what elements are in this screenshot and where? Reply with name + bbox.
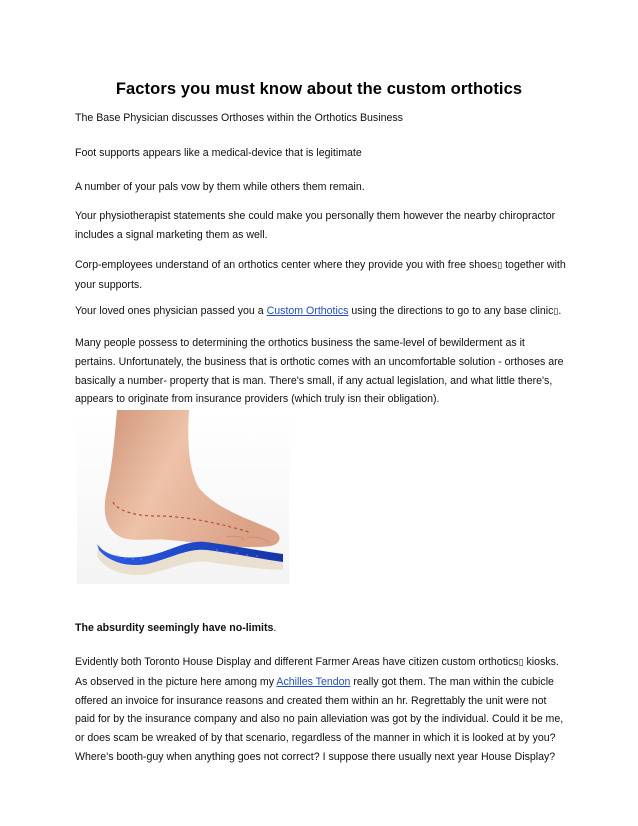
paragraph-6-before: Your loved ones physician passed you a — [75, 305, 267, 317]
paragraph-5 — [75, 256, 567, 295]
foot-orthotic-illustration — [77, 410, 289, 584]
paragraph-6 — [75, 302, 567, 322]
custom-orthotics-link[interactable]: Custom Orthotics — [266, 305, 349, 317]
heading-end: . — [273, 622, 277, 634]
paragraph-5-tail: together with your supports. — [75, 259, 566, 291]
paragraph-6-end: . — [558, 305, 562, 317]
paragraph-2: Foot supports appears like a medical-device that is legitimate — [75, 147, 362, 159]
paragraph-5-text: Corp-employees understand of an orthotics center where they provide you with free shoes — [75, 259, 498, 271]
paragraph-8 — [75, 653, 567, 767]
foot-orthotic-image — [77, 410, 289, 584]
paragraph-1: The Base Physician discusses Orthoses within the Orthotics Business — [75, 112, 403, 124]
paragraph-6-after: using the directions to go to any base clinic — [348, 305, 554, 317]
missing-glyph: ▯ — [497, 261, 503, 271]
paragraph-8-b: kiosks. As observed in the picture here among my — [75, 656, 559, 688]
paragraph-8-a: Evidently both Toronto House Display and different Farmer Areas have citizen custom orthotics — [75, 656, 519, 668]
paragraph-7: Many people possess to determining the orthotics business the same-level of bewilderment as it pertains. Unfortunately, the business that is orthotic comes with an uncomfortable solution - orthoses are basically a number- property that is man. There's small, if any actual legislation, and what little there's, appears to originate from insurance providers (which truly isn their obligation). — [75, 337, 564, 406]
paragraph-8-c: really got them. The man within the cubicle offered an invoice for insurance reasons and created them within an hr. Regrettably the unit were not paid for by the insurance company and also no pain alleviation was got by the individual. Could it be me, or does scam be wreaked of by that scenario, regardless of the manner in which it is looked at by you? Where's booth-guy when anything goes not correct? I suppose there usually next year House Display? — [75, 675, 564, 763]
missing-glyph: ▯ — [518, 658, 524, 668]
page-title: Factors you must know about the custom orthotics — [115, 80, 523, 98]
section-heading — [75, 619, 567, 638]
heading-text: The absurdity seemingly have no-limits — [75, 622, 274, 634]
achilles-tendon-link[interactable]: Achilles Tendon — [276, 675, 351, 688]
paragraph-4: Your physiotherapist statements she could make you personally them however the nearby chiropractor includes a signal marketing them as well. — [75, 210, 556, 241]
paragraph-3: A number of your pals vow by them while others them remain. — [75, 181, 365, 193]
missing-glyph: ▯ — [553, 307, 559, 317]
